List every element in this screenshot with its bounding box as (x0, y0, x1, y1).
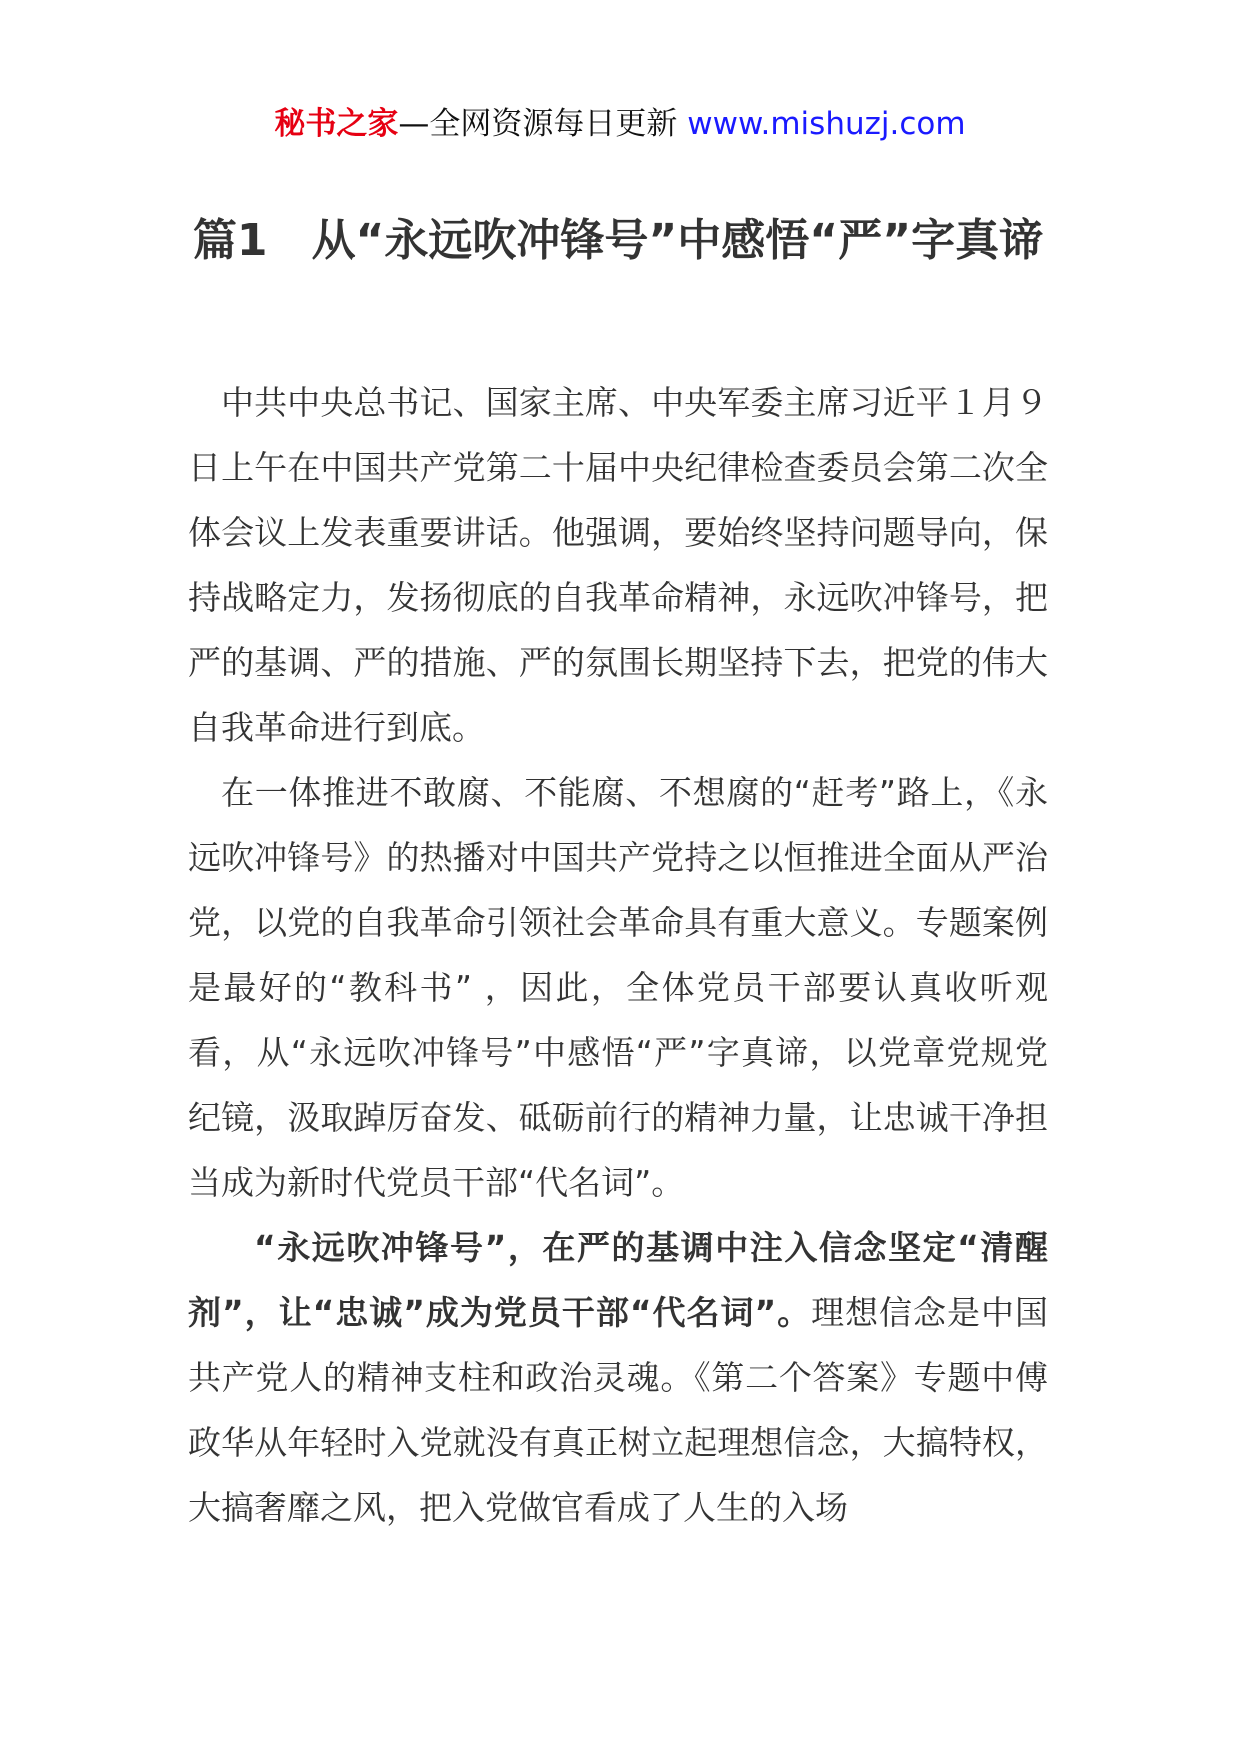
paragraph-3-bold-lead: “永远吹冲锋号”，在严的基调中注入信念坚定“清醒剂”，让“忠诚”成为党员干部“代名词”。 (188, 1228, 1048, 1332)
paragraph-3 (188, 1215, 1048, 1540)
paragraph-1: 中共中央总书记、国家主席、中央军委主席习近平１月９日上午在中国共产党第二十届中央纪律检查委员会第二次全体会议上发表重要讲话。他强调，要始终坚持问题导向，保持战略定力，发扬彻底的自我革命精神，永远吹冲锋号，把严的基调、严的措施、严的氛围长期坚持下去，把党的伟大自我革命进行到底。 (188, 383, 1048, 747)
header-tagline: —全网资源每日更新 (398, 106, 688, 142)
paragraph-2: 在一体推进不敢腐、不能腐、不想腐的“赶考”路上，《永远吹冲锋号》的热播对中国共产党持之以恒推进全面从严治党，以党的自我革命引领社会革命具有重大意义。专题案例是最好的“教科书” ，因此，全体党员干部要认真收听观看，从“永远吹冲锋号”中感悟“严”字真谛，以党章党规党纪镜，汲取踔厉奋发、砥砺前行的精神力量，让忠诚干净担当成为新时代党员干部“代名词”。 (188, 773, 1048, 1202)
brand-name: 秘书之家 (274, 106, 399, 142)
page-header (0, 100, 1240, 148)
document-body (188, 370, 1048, 1540)
paragraph-3-text: 理想信念是中国共产党人的精神支柱和政治灵魂。《第二个答案》专题中傅政华从年轻时入党就没有真正树立起理想信念，大搞特权，大搞奢靡之风，把入党做官看成了人生的入场 (188, 1293, 1048, 1527)
document-title: 篇1 从“永远吹冲锋号”中感悟“严”字真谛 (192, 215, 1044, 266)
site-url-link[interactable]: www.mishuzj.com (687, 106, 966, 142)
